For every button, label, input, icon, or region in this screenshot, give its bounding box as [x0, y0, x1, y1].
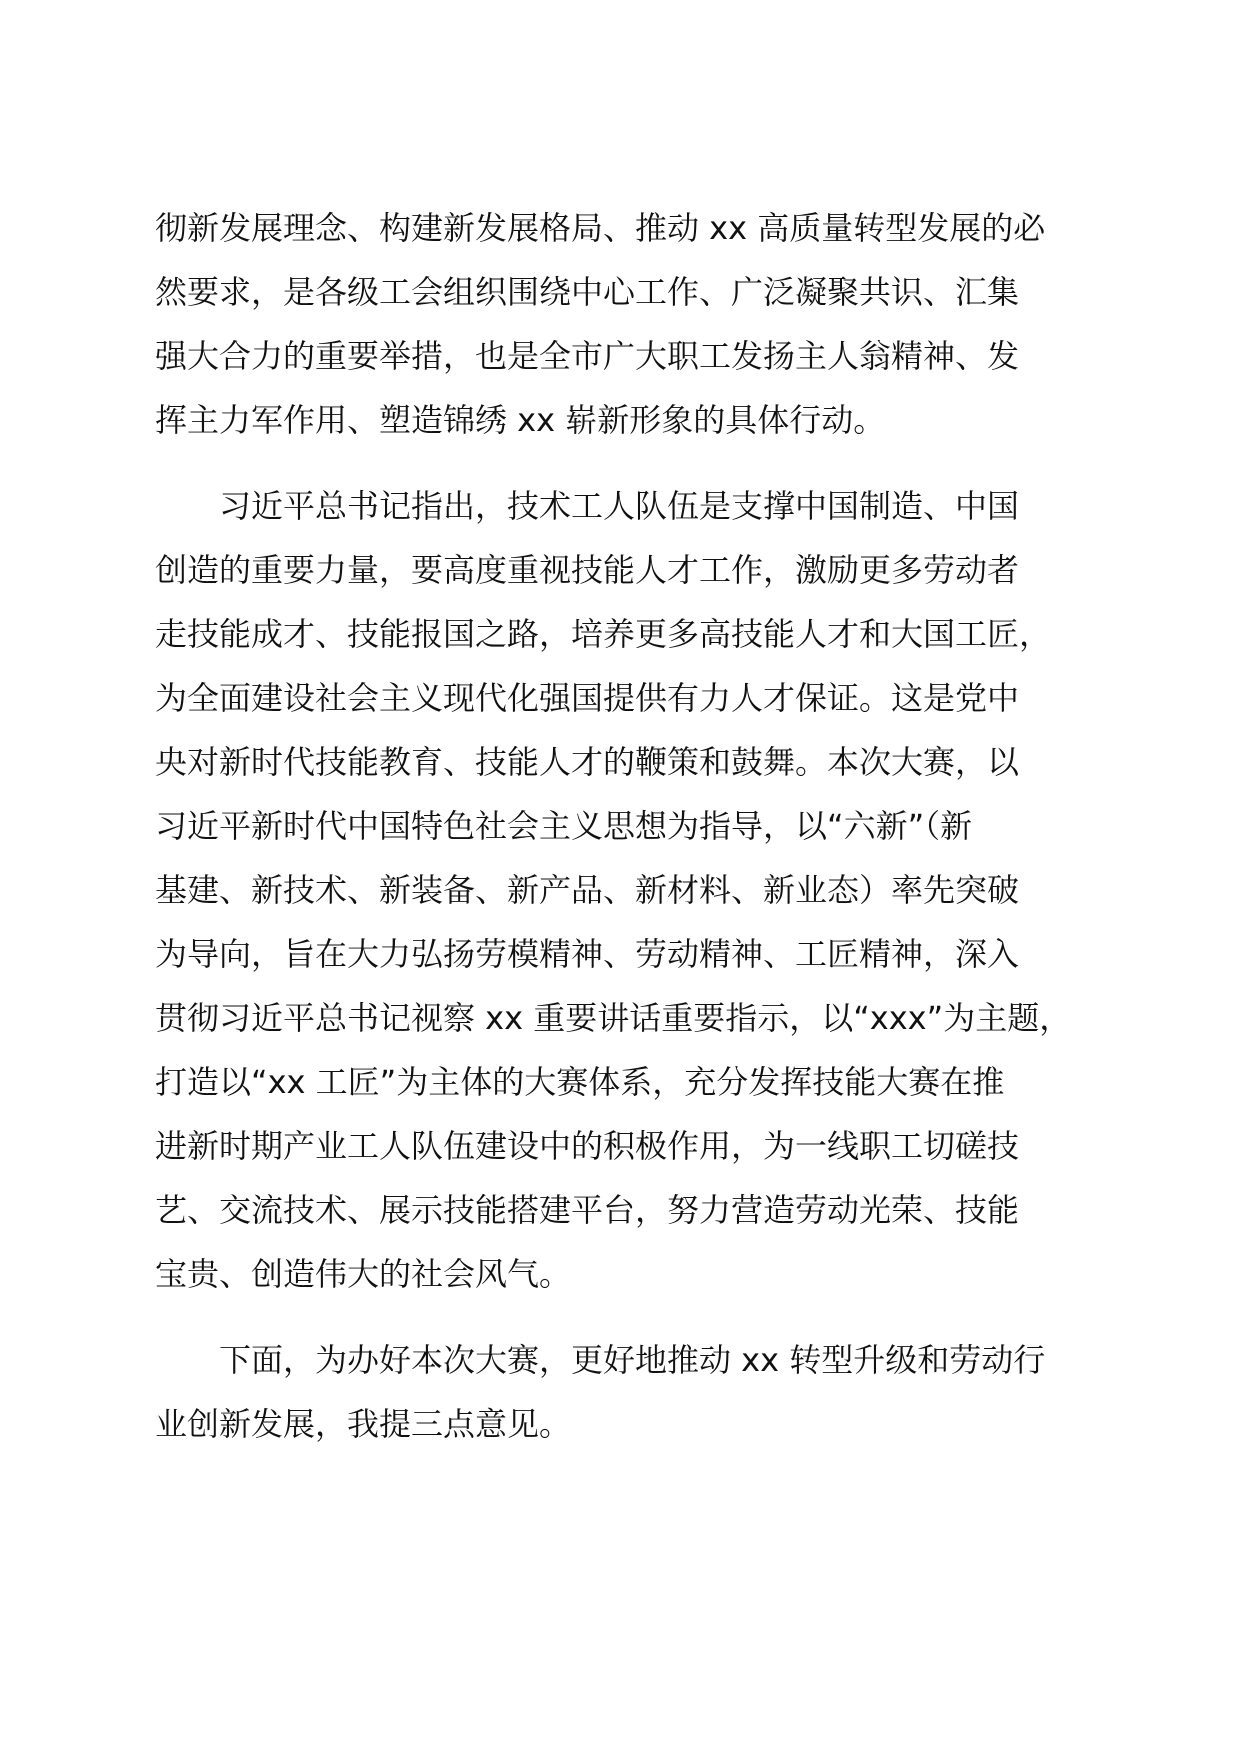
- text-line: 基建、新技术、新装备、新产品、新材料、新业态）率先突破: [155, 871, 1020, 909]
- text-line: 为全面建设社会主义现代化强国提供有力人才保证。这是党中: [155, 679, 1020, 717]
- text-line: 习近平总书记指出，技术工人队伍是支撑中国制造、中国: [219, 487, 1020, 525]
- text-line: 打造以“xx 工匠”为主体的大赛体系，充分发挥技能大赛在推: [155, 1063, 1005, 1101]
- paragraph-2: [155, 474, 1115, 1306]
- text-line: 走技能成才、技能报国之路，培养更多高技能人才和大国工匠，: [155, 615, 1052, 653]
- text-line: 贯彻习近平总书记视察 xx 重要讲话重要指示，以“xxx”为主题，: [155, 999, 1072, 1037]
- text-line: 央对新时代技能教育、技能人才的鞭策和鼓舞。本次大赛，以: [155, 743, 1020, 781]
- paragraph-3: [155, 1328, 1115, 1456]
- text-line: 然要求，是各级工会组织围绕中心工作、广泛凝聚共识、汇集: [155, 273, 1020, 311]
- text-line: 业创新发展，我提三点意见。: [155, 1405, 572, 1443]
- paragraph-1: [155, 196, 1115, 452]
- text-line: 彻新发展理念、构建新发展格局、推动 xx 高质量转型发展的必: [155, 209, 1046, 247]
- text-line: 为导向，旨在大力弘扬劳模精神、劳动精神、工匠精神，深入: [155, 935, 1020, 973]
- text-line: 挥主力军作用、塑造锦绣 xx 崭新形象的具体行动。: [155, 401, 886, 439]
- document-page: [155, 196, 1115, 1478]
- text-line: 进新时期产业工人队伍建设中的积极作用，为一线职工切磋技: [155, 1127, 1020, 1165]
- text-line: 艺、交流技术、展示技能搭建平台，努力营造劳动光荣、技能: [155, 1191, 1020, 1229]
- text-line: 下面，为办好本次大赛，更好地推动 xx 转型升级和劳动行: [219, 1341, 1046, 1379]
- text-line: 强大合力的重要举措，也是全市广大职工发扬主人翁精神、发: [155, 337, 1020, 375]
- text-line: 宝贵、创造伟大的社会风气。: [155, 1255, 572, 1293]
- text-line: 创造的重要力量，要高度重视技能人才工作，激励更多劳动者: [155, 551, 1020, 589]
- text-line: 习近平新时代中国特色社会主义思想为指导，以“六新”（新: [155, 807, 973, 845]
